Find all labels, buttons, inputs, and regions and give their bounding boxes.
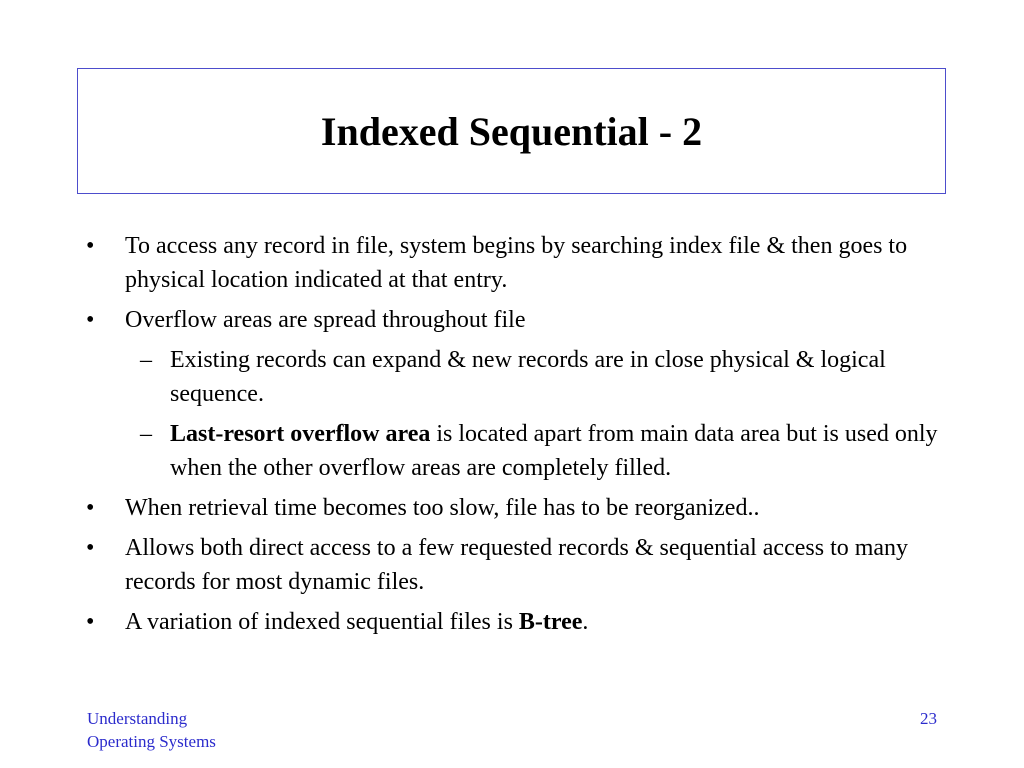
bullet-text: To access any record in file, system begins by searching index file & then goes to physical location indicated at that entry. <box>125 233 908 293</box>
bullet-text: A variation of indexed sequential files is <box>125 609 519 635</box>
bullet-item <box>86 303 946 337</box>
bold-term: B-tree <box>518 609 583 635</box>
sub-bullet-item <box>86 343 946 411</box>
bullet-text: Overflow areas are spread throughout file <box>125 307 526 333</box>
bullet-marker: • <box>86 307 95 333</box>
bullet-text-tail: . <box>582 609 589 635</box>
bullet-list <box>86 229 946 645</box>
sub-bullet-text: is located apart from main data area but is used only when the other overflow areas are completely filled. <box>170 421 938 481</box>
bullet-item <box>86 491 946 525</box>
footer-course-title <box>87 707 216 753</box>
sub-bullet-text: Existing records can expand & new records are in close physical & logical sequence. <box>170 347 886 407</box>
sub-bullet-marker: – <box>140 347 152 373</box>
bullet-item <box>86 531 946 599</box>
sub-bullet-marker: – <box>140 421 152 447</box>
bullet-item <box>86 605 946 639</box>
slide-title: Indexed Sequential - 2 <box>320 109 703 154</box>
bullet-item <box>86 229 946 297</box>
page-number: 23 <box>920 709 937 728</box>
title-box <box>77 68 946 194</box>
sub-bullet-item <box>86 417 946 485</box>
bullet-marker: • <box>86 233 95 259</box>
bullet-marker: • <box>86 495 95 521</box>
footer-line-1: Understanding <box>87 709 188 728</box>
bullet-marker: • <box>86 535 95 561</box>
bullet-text: When retrieval time becomes too slow, file has to be reorganized.. <box>125 495 760 521</box>
bullet-marker: • <box>86 609 95 635</box>
bold-term: Last-resort overflow area <box>170 421 431 447</box>
bullet-text: Allows both direct access to a few requested records & sequential access to many records for most dynamic files. <box>125 535 909 595</box>
footer-line-2: Operating Systems <box>87 732 216 751</box>
